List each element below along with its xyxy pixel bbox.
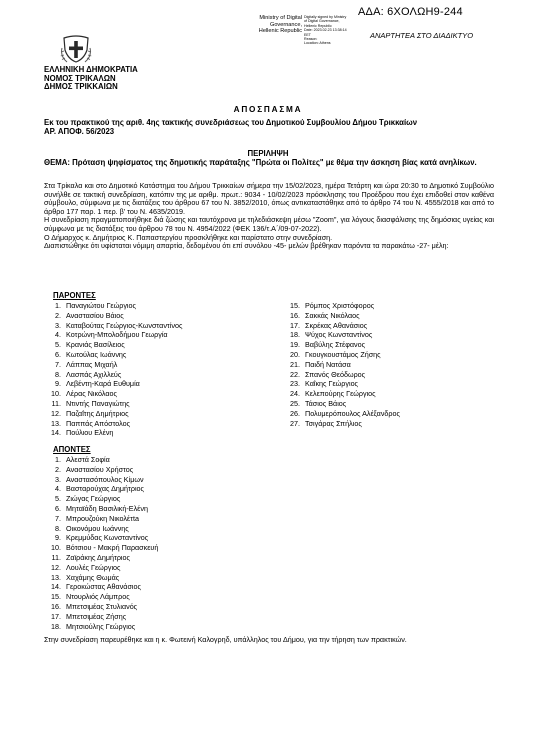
- list-item: 26. Πολυμερόπουλος Αλέξανδρος: [290, 408, 400, 418]
- list-item: 19. Βαβύλης Στέφανος: [290, 340, 366, 350]
- body-text: [44, 182, 494, 251]
- list-item: 13. Παππάς Απόστολος: [51, 418, 131, 428]
- digital-signer: Ministry of Digital Governance, Hellenic Republic: [258, 15, 302, 35]
- document-title: ΑΠΟΣΠΑΣΜΑ: [233, 105, 303, 114]
- list-item: 4. Βασταρούχας Δημήτριος: [55, 484, 145, 494]
- list-item: 2. Αναστασίου Βάιος: [55, 310, 124, 320]
- paragraph: Διαπιστώθηκε ότι υφίσταται νόμιμη απαρτία, δεδομένου ότι επί συνόλου -45- μελών βρέθηκαν παρόντα τα παρακάτω -27- μέλη:: [44, 241, 449, 251]
- list-item: 1. Αλεστά Σοφία: [55, 455, 110, 464]
- list-item: 16. Σακκάς Νικόλαος: [290, 310, 360, 320]
- list-item: 10. Λέρας Νικόλαος: [51, 389, 117, 399]
- list-item: 11. Ντιντής Παναγιώτης: [51, 398, 130, 408]
- present-list-right: [282, 301, 400, 428]
- decision-number: ΑΡ. ΑΠΟΦ. 56/2023: [44, 127, 115, 136]
- list-item: 24. Κελεπούρης Γεώργιος: [290, 389, 376, 399]
- organization-header: ΕΛΛΗΝΙΚΗ ΔΗΜΟΚΡΑΤΙΑ ΝΟΜΟΣ ΤΡΙΚΑΛΩΝ ΔΗΜΟΣ ΤΡΙΚΚΑΙΩΝ: [44, 65, 138, 92]
- list-item: 8. Οικονόμου Ιωάννης: [55, 523, 129, 533]
- list-item: 9. Λεβέντη-Καρά Ευθυμία: [55, 379, 140, 389]
- paragraph: Η συνεδρίαση πραγματοποιήθηκε διά ζώσης και ταυτόχρονα με τηλεδιάσκεψη μέσω "Zoom", για λόγους διασφάλισης της δημόσιας υγείας και σύμφωνα με τις διατάξεις του άρθρου 78 του Ν. 4954/2022 (ΦΕΚ 136/τ.Α΄/09-07-2022).: [44, 215, 494, 233]
- list-item: 10. Βότσιου - Μακρή Παρασκευή: [51, 543, 159, 553]
- absent-heading: ΑΠΟΝΤΕΣ: [53, 445, 91, 454]
- list-item: 5. Ζιώγας Γεώργιος: [55, 494, 121, 504]
- extract-line: Εκ του πρακτικού της αριθ. 4ης τακτικής συνεδριάσεως του Δημοτικού Συμβουλίου Δήμου Τρικκαίων: [44, 118, 418, 127]
- list-item: 3. Αναστασόπουλος Κίμων: [55, 474, 144, 484]
- list-item: 22. Σπανός Θεόδωρος: [290, 369, 366, 379]
- list-item: 23. Καΐκης Γεώργιος: [290, 379, 359, 389]
- list-item: 18. Ψύχος Κωνσταντίνος: [290, 330, 373, 340]
- list-item: 7. Λάππας Μιχαήλ: [55, 359, 118, 369]
- list-item: 18. Μητσιούλης Γεώργιος: [51, 621, 136, 631]
- list-item: 13. Χαχάμης Θωμάς: [51, 572, 120, 582]
- absent-list: [43, 455, 158, 631]
- list-item: 20. Γκουγκουστάμος Ζήσης: [290, 349, 381, 359]
- list-item: 12. Λουλές Γεώργιος: [51, 562, 121, 572]
- list-item: 25. Τάσιος Βάιος: [290, 398, 347, 408]
- list-item: 6. Κωτούλας Ιωάννης: [55, 349, 127, 359]
- list-item: 16. Μπετσιμέας Στυλιανός: [51, 601, 138, 611]
- list-item: 7. Μπρουζούκη Νικολέτta: [55, 513, 139, 523]
- list-item: 14. Γεροκώστας Αθανάσιος: [51, 582, 141, 592]
- list-item: 17. Μπετσιμέας Ζήσης: [51, 611, 127, 621]
- list-item: 12. Παζαΐτης Δημήτριος: [51, 408, 129, 418]
- list-item: 21. Παιδή Νατάσα: [290, 359, 351, 369]
- ada-code: ΑΔΑ: 6ΧΟΛΩΗ9-244: [358, 6, 463, 18]
- list-item: 9. Κρεμμύδας Κωνσταντίνος: [55, 533, 149, 543]
- list-item: 14. Πούλιου Ελένη: [51, 428, 114, 438]
- summary-label: ΠΕΡΙΛΗΨΗ: [247, 149, 289, 158]
- extract-info: [44, 118, 494, 136]
- signature-details: Digitally signed by Ministry of Digital Governance, Hellenic Republic Date: 2023.02.23 13:38:14 EET Reason: Location: Athens: [304, 15, 347, 46]
- subject-line: ΘΕΜΑ: Πρόταση ψηφίσματος της δημοτικής παράταξης "Πρώτα οι Πολίτες" με θέμα την άσκηση βίας κατά ανηλίκων.: [44, 158, 477, 167]
- list-item: 27. Τσιγάρας Σπήλιος: [290, 418, 362, 428]
- list-item: 1. Παναγιώτου Γεώργιος: [55, 301, 136, 310]
- list-item: 3. Καταβούτας Γεώργιος-Κωνσταντίνος: [55, 320, 183, 330]
- list-item: 6. Μηταϊάδη Βασιλική-Ελένη: [55, 503, 148, 513]
- list-item: 4. Κοτρώνη-Μπολοδήμου Γεωργία: [55, 330, 168, 340]
- list-item: 5. Κρανιάς Βασίλειος: [55, 340, 125, 350]
- list-item: 15. Ντουρλιός Λάμπρος: [51, 592, 130, 602]
- present-heading: ΠΑΡΟΝΤΕΣ: [53, 291, 96, 300]
- internet-post-label: ΑΝΑΡΤΗΤΕΑ ΣΤΟ ΔΙΑΔΙΚΤΥΟ: [370, 31, 474, 40]
- footer-text: Στην συνεδρίαση παρευρέθηκε και η κ. Φωτεινή Καλογρηδ, υπάλληλος του Δήμου, για την τήρηση των πρακτικών.: [44, 635, 407, 644]
- list-item: 8. Λασπάς Αχιλλεύς: [55, 369, 122, 379]
- list-item: 17. Σκρέκας Αθανάσιος: [290, 320, 368, 330]
- present-list-left: [43, 301, 182, 438]
- list-item: 15. Ρόμπος Χριστόφορος: [290, 301, 375, 310]
- greek-emblem-icon: [60, 34, 92, 64]
- list-item: 2. Αναστασίου Χρήστος: [55, 464, 134, 474]
- paragraph: Ο Δήμαρχος κ. Δημήτριος Κ. Παπαστεργίου προσκλήθηκε και παρίστατο στην συνεδρίαση.: [44, 232, 333, 242]
- list-item: 11. Ζαϊράκης Δημήτριος: [51, 552, 130, 562]
- paragraph: Στα Τρίκαλα και στο Δημοτικό Κατάστημα του Δήμου Τρικκαίων σήμερα την 15/02/2023, ημέρα Τετάρτη και ώρα 20:30 το Δημοτικό Συμβούλιο συνήλθε σε τακτική συνεδρίαση, κατόπιν της με αριθμ. πρωτ.: 9034 - 10/02/2023 πρόσκλησης του Προέδρου που έχει επιδοθεί στον καθένα σύμβουλο, σύμφωνα με τις διατάξεις του άρθρου 67 του Ν. 3852/2010, όπως αντικαταστάθηκε από το άρθρο 74 του Ν. 4555/2018 και από το άρθρο 177 παρ. 1 περ. β' του Ν. 4635/2019.: [44, 181, 494, 216]
